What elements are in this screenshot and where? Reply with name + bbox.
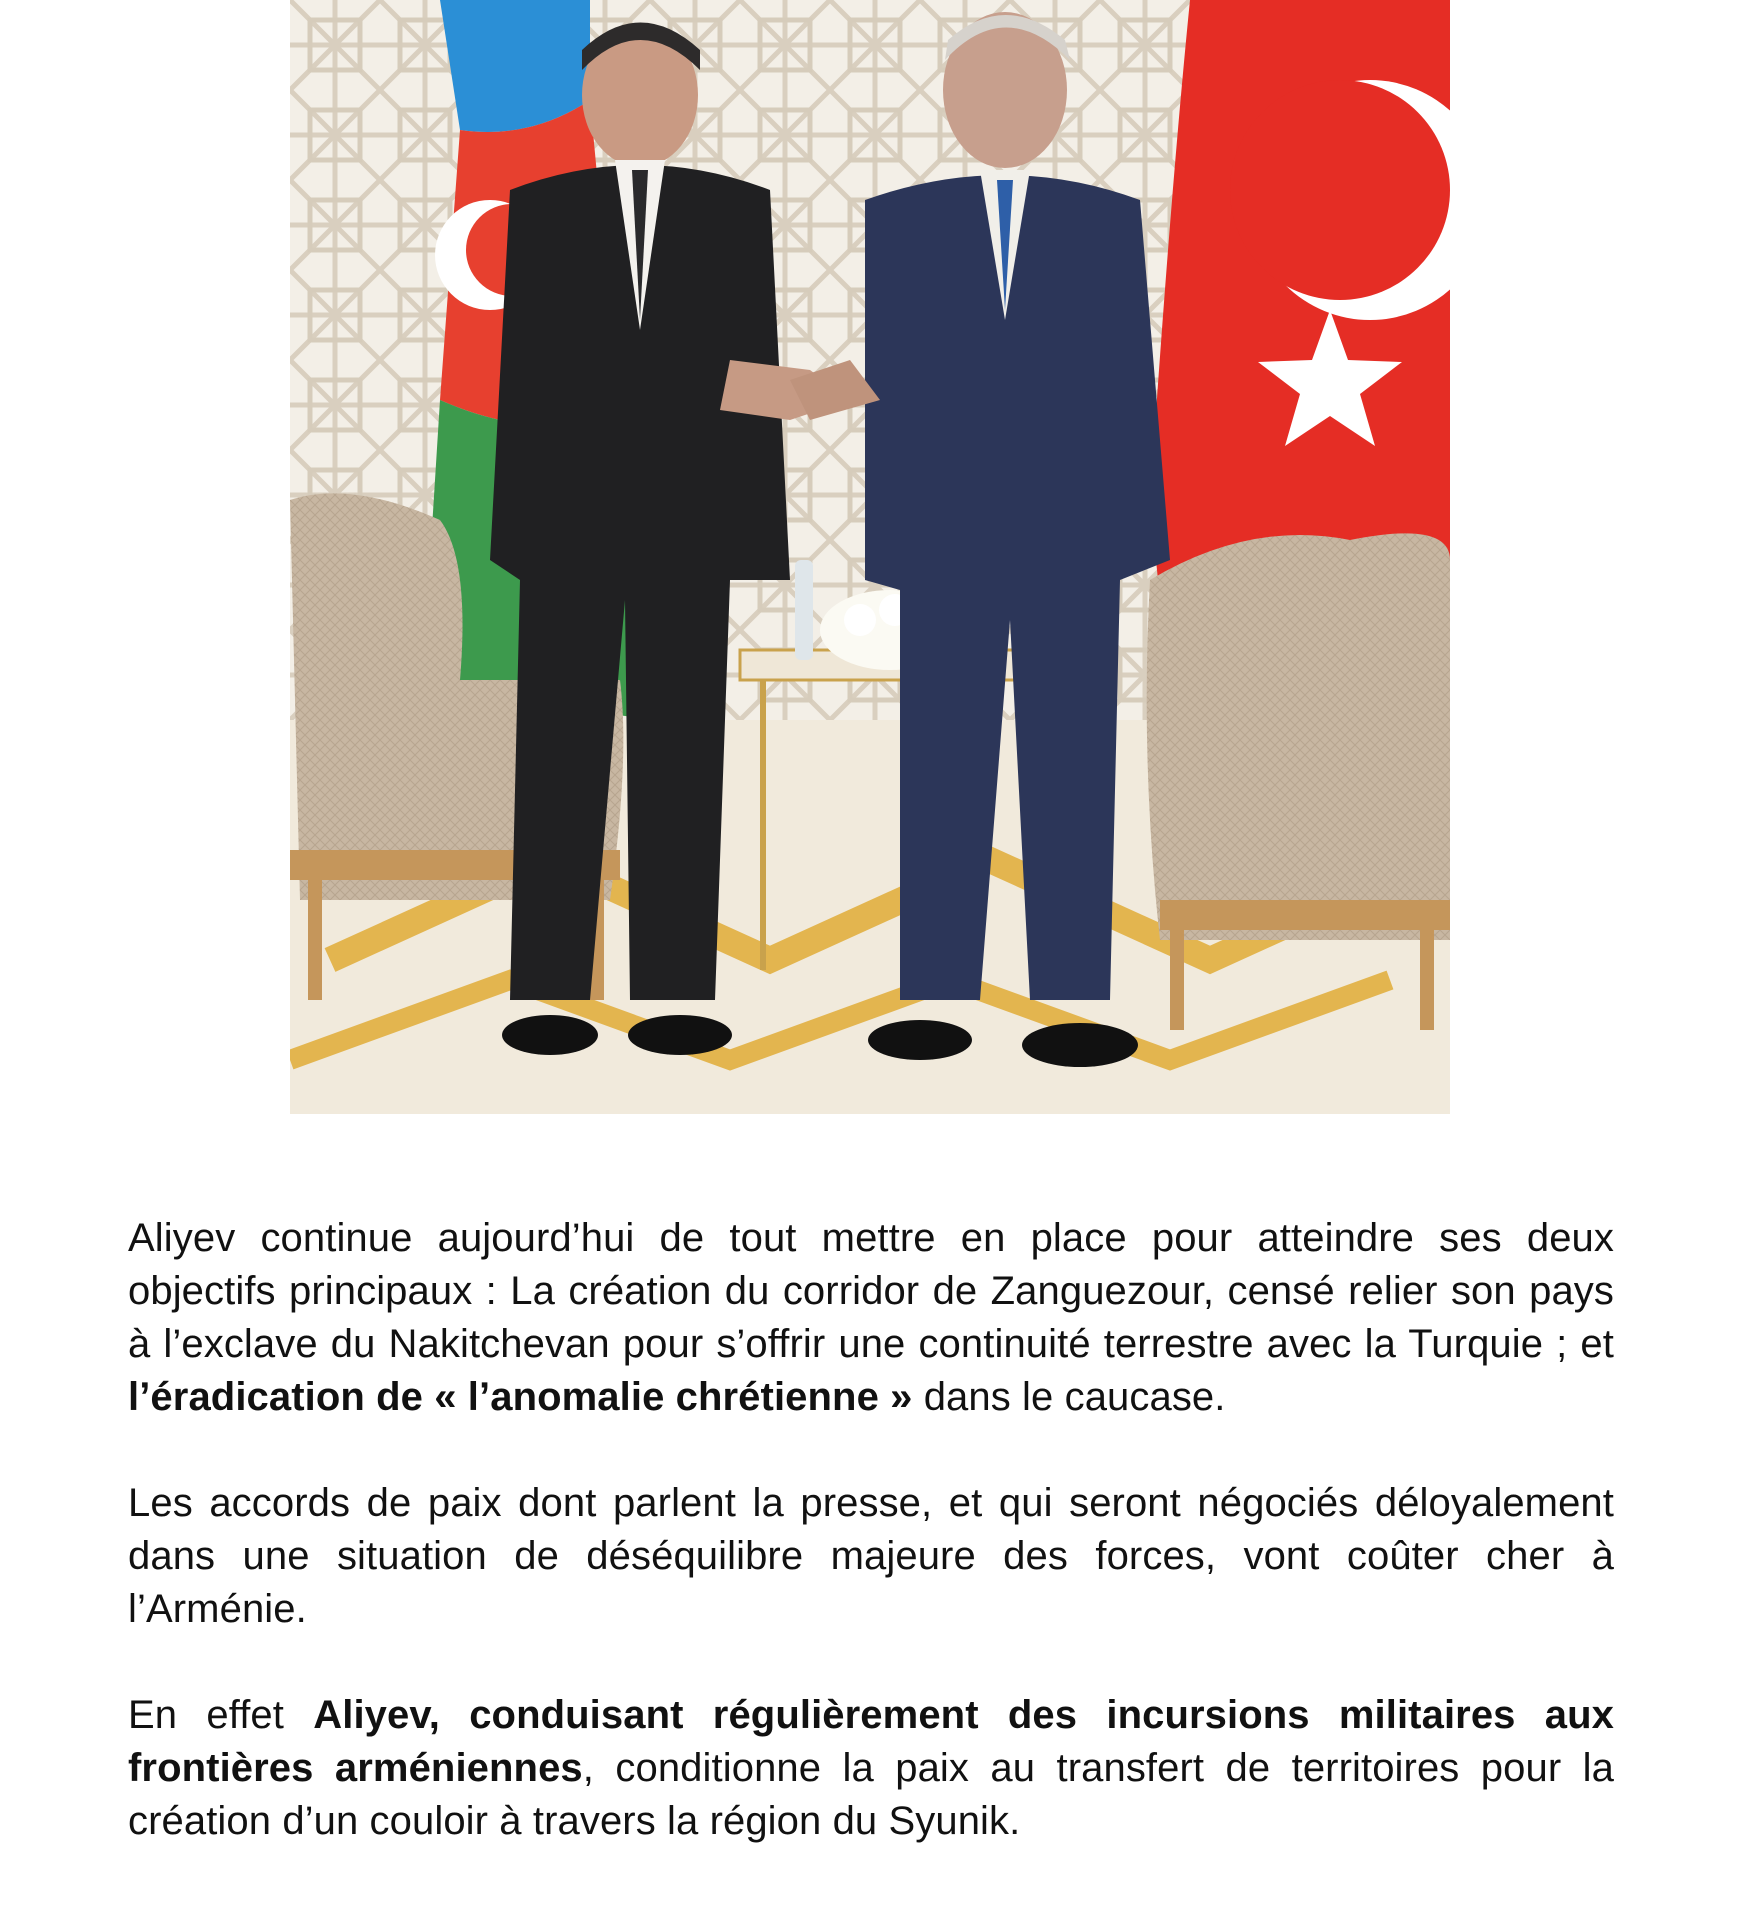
paragraph-3-text-start: En effet <box>128 1693 314 1737</box>
paragraph-1 <box>128 1212 1614 1424</box>
paragraph-2 <box>128 1477 1614 1636</box>
article-body <box>128 1212 1614 1901</box>
paragraph-1-text-end: dans le caucase. <box>912 1375 1226 1419</box>
article-photo <box>290 0 1450 1114</box>
paragraph-3 <box>128 1689 1614 1848</box>
paragraph-1-text-start: Aliyev continue aujourd’hui de tout mettre en place pour atteindre ses deux objectifs principaux : La création du corridor de Zanguezour, censé relier son pays à l’exclave du Nakitchevan pour s’offrir une continuité terrestre avec la Turquie ; et <box>128 1216 1614 1366</box>
paragraph-3-text-end: , conditionne la paix au transfert de territoires pour la création d’un couloir à travers la région du Syunik. <box>128 1746 1614 1843</box>
paragraph-2-text: Les accords de paix dont parlent la presse, et qui seront négociés déloyalement dans une situation de déséquilibre majeure des forces, vont coûter cher à l’Arménie. <box>128 1481 1614 1631</box>
paragraph-1-bold: l’éradication de « l’anomalie chrétienne » <box>128 1375 913 1419</box>
paragraph-3-bold: Aliyev, conduisant régulièrement des incursions militaires aux frontières arméniennes <box>128 1693 1614 1790</box>
handshake-photo-icon <box>290 0 1450 1114</box>
